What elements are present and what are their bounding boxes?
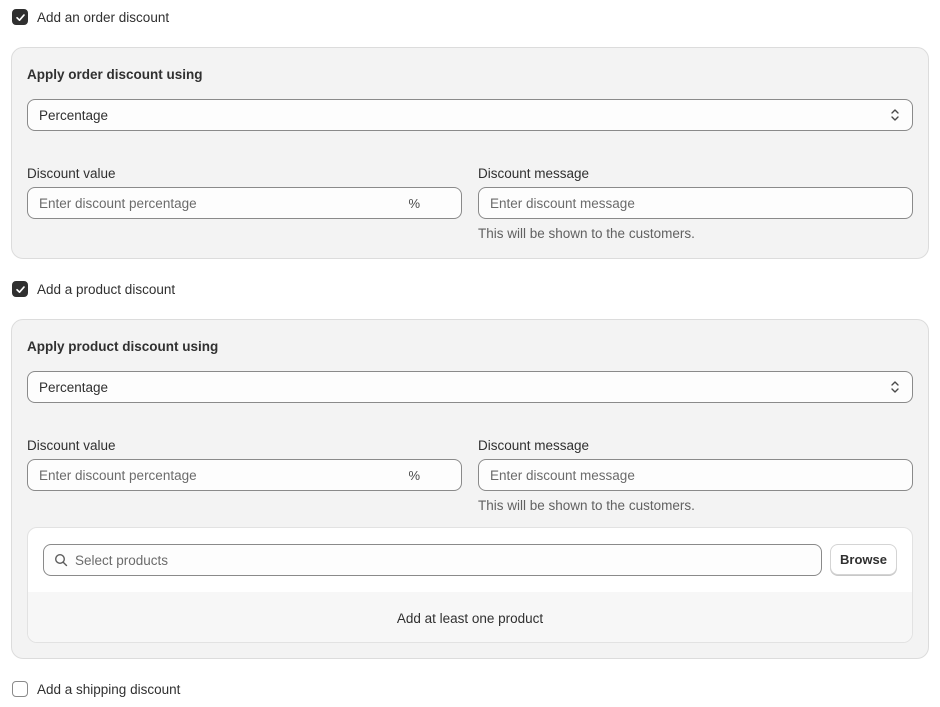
product-discount-checkbox-label: Add a product discount bbox=[37, 281, 176, 297]
order-discount-type-select[interactable] bbox=[27, 99, 913, 131]
order-discount-message-label: Discount message bbox=[478, 166, 590, 181]
product-discount-checkbox-row[interactable] bbox=[12, 281, 175, 297]
order-discount-checkbox-label: Add an order discount bbox=[37, 9, 170, 25]
product-discount-checkbox[interactable] bbox=[12, 281, 28, 297]
product-discount-value-input[interactable] bbox=[27, 459, 462, 491]
product-discount-card bbox=[11, 319, 929, 659]
order-discount-value-placeholder: Enter discount percentage bbox=[39, 195, 197, 211]
percent-suffix: % bbox=[408, 195, 420, 211]
percent-suffix: % bbox=[408, 467, 420, 483]
checkmark-icon bbox=[15, 284, 26, 295]
product-discount-value-placeholder: Enter discount percentage bbox=[39, 467, 197, 483]
product-empty-state-text: Add at least one product bbox=[396, 610, 544, 626]
product-discount-message-input[interactable] bbox=[478, 459, 913, 491]
order-discount-value-label: Discount value bbox=[27, 166, 116, 181]
product-empty-state bbox=[28, 592, 912, 643]
browse-products-button[interactable]: Browse bbox=[830, 544, 897, 575]
order-discount-checkbox[interactable] bbox=[12, 9, 28, 25]
order-discount-message-input[interactable] bbox=[478, 187, 913, 219]
search-icon bbox=[54, 553, 68, 567]
chevron-up-down-icon bbox=[889, 380, 901, 394]
product-discount-type-select[interactable] bbox=[27, 371, 913, 403]
product-discount-message-placeholder: Enter discount message bbox=[490, 467, 635, 483]
order-discount-message-placeholder: Enter discount message bbox=[490, 195, 635, 211]
product-search-placeholder: Select products bbox=[75, 552, 169, 568]
order-discount-checkbox-row[interactable] bbox=[12, 9, 169, 25]
product-discount-message-label: Discount message bbox=[478, 438, 590, 453]
shipping-discount-checkbox-row[interactable] bbox=[12, 681, 180, 697]
product-discount-value-label: Discount value bbox=[27, 438, 116, 453]
order-discount-type-value: Percentage bbox=[39, 107, 109, 123]
product-discount-message-help: This will be shown to the customers. bbox=[478, 498, 695, 513]
order-discount-message-help: This will be shown to the customers. bbox=[478, 226, 695, 241]
product-selector-card bbox=[27, 527, 913, 643]
chevron-up-down-icon bbox=[889, 108, 901, 122]
shipping-discount-checkbox-label: Add a shipping discount bbox=[37, 681, 181, 697]
product-discount-card-title: Apply product discount using bbox=[27, 339, 219, 354]
order-discount-value-input[interactable] bbox=[27, 187, 462, 219]
order-discount-card-title: Apply order discount using bbox=[27, 67, 203, 82]
product-discount-type-value: Percentage bbox=[39, 379, 109, 395]
checkmark-icon bbox=[15, 12, 26, 23]
product-search-input[interactable] bbox=[43, 544, 822, 576]
order-discount-card bbox=[11, 47, 929, 259]
shipping-discount-checkbox[interactable] bbox=[12, 681, 28, 697]
